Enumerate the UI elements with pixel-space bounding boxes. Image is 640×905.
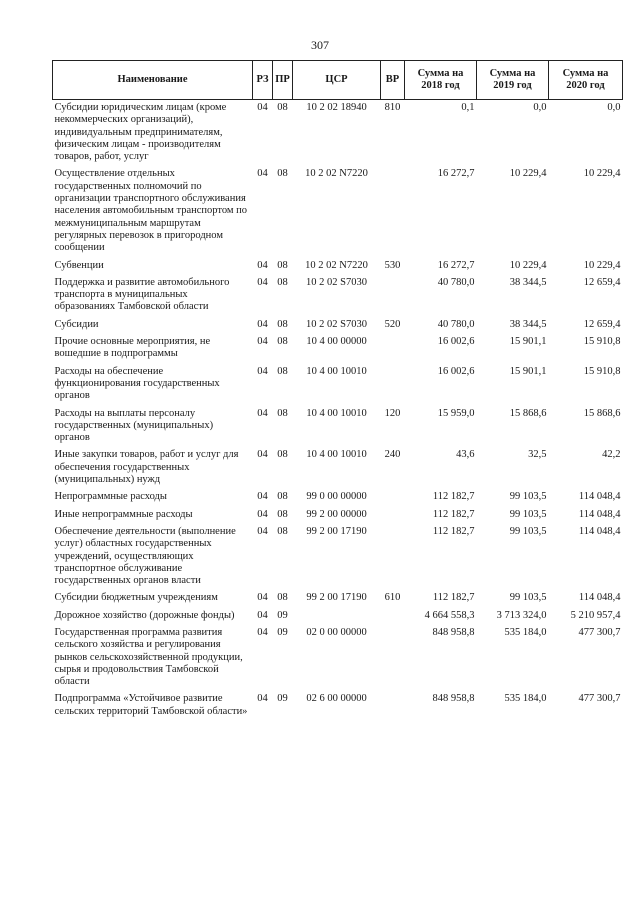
- row-pr: 08: [277, 449, 288, 461]
- row-rz: 04: [257, 525, 268, 537]
- row-name: Осуществление отдельных государственных полномочий по организации транспортного обслуживания населения автомобильным транспортом по межмуниципальным маршрутам регулярных перевозок в пригородном сообщении: [54, 168, 248, 254]
- row-sum-2018: 40 780,0: [437, 318, 475, 330]
- table-row: [53, 406, 623, 448]
- row-name: Государственная программа развития сельского хозяйства и регулирования рынков сельскохозяйственной продукции, сырья и продовольствия Тамбовской области: [54, 626, 243, 688]
- table-row: [53, 608, 623, 625]
- table-row: [53, 100, 623, 167]
- row-pr: 08: [277, 102, 288, 113]
- row-csr: 10 4 00 10010: [306, 365, 367, 377]
- row-sum-2019: 15 901,1: [509, 336, 547, 348]
- row-vr: [381, 166, 405, 257]
- row-sum-2018: 15 959,0: [437, 407, 475, 419]
- row-sum-2018: 112 182,7: [432, 491, 475, 503]
- table-row: [53, 364, 623, 406]
- table-row: [53, 625, 623, 691]
- row-vr: [381, 625, 405, 691]
- row-name: Непрограммные расходы: [54, 491, 167, 503]
- row-vr: [381, 275, 405, 317]
- row-sum-2020: 10 229,4: [583, 168, 621, 180]
- row-sum-2019: 38 344,5: [509, 276, 547, 288]
- row-rz: 04: [257, 168, 268, 180]
- row-sum-2019: 0,0: [533, 102, 547, 113]
- table-row: [53, 507, 623, 524]
- row-sum-2018: 848 958,8: [432, 693, 475, 705]
- row-sum-2020: 15 868,6: [583, 407, 621, 419]
- row-sum-2018: 0,1: [461, 102, 475, 113]
- row-csr: 99 2 00 17190: [306, 525, 367, 537]
- row-rz: 04: [257, 259, 268, 271]
- row-sum-2020: 15 910,8: [583, 336, 621, 348]
- row-rz: 04: [257, 626, 268, 638]
- row-rz: 04: [257, 102, 268, 113]
- row-vr: [381, 691, 405, 721]
- row-pr: 08: [277, 276, 288, 288]
- header-pr: ПР: [273, 61, 293, 100]
- row-pr: 08: [277, 592, 288, 604]
- row-name: Поддержка и развитие автомобильного транспорта в муниципальных образованиях Тамбовской области: [54, 276, 230, 313]
- row-csr: 99 0 00 00000: [306, 491, 367, 503]
- table-row: [53, 447, 623, 489]
- row-name: Субсидии юридическим лицам (кроме некоммерческих организаций), индивидуальным предпринимателям, физическим лицам - производителям товаров, работ, услуг: [54, 102, 227, 163]
- row-sum-2019: 38 344,5: [509, 318, 547, 330]
- row-sum-2019: 99 103,5: [509, 508, 547, 520]
- row-sum-2019: 15 901,1: [509, 365, 547, 377]
- header-name: Наименование: [53, 61, 253, 100]
- row-sum-2019: 15 868,6: [509, 407, 547, 419]
- table-row: [53, 590, 623, 607]
- row-rz: 04: [257, 276, 268, 288]
- row-csr: 10 2 02 18940: [306, 102, 367, 113]
- table-row: [53, 166, 623, 257]
- row-pr: 09: [277, 693, 288, 705]
- row-csr: 10 2 02 S7030: [306, 318, 367, 330]
- row-name: Прочие основные мероприятия, не вошедшие в подпрограммы: [54, 336, 211, 360]
- row-name: Расходы на выплаты персоналу государственных (муниципальных) органов: [54, 407, 214, 444]
- row-csr: 10 2 02 S7030: [306, 276, 367, 288]
- row-sum-2018: 16 002,6: [437, 365, 475, 377]
- row-sum-2019: 32,5: [528, 449, 547, 461]
- row-sum-2020: 10 229,4: [583, 259, 621, 271]
- row-vr: 530: [384, 259, 401, 271]
- table-row: [53, 317, 623, 334]
- row-sum-2019: 535 184,0: [504, 626, 547, 638]
- header-csr: ЦСР: [293, 61, 381, 100]
- row-sum-2020: 477 300,7: [578, 693, 621, 705]
- row-pr: 08: [277, 365, 288, 377]
- row-sum-2019: 10 229,4: [509, 168, 547, 180]
- row-rz: 04: [257, 407, 268, 419]
- row-name: Иные закупки товаров, работ и услуг для обеспечения государственных (муниципальных) нужд: [54, 449, 239, 486]
- row-csr: 02 0 00 00000: [306, 626, 367, 638]
- row-sum-2020: 5 210 957,4: [570, 609, 621, 621]
- row-rz: 04: [257, 609, 268, 621]
- row-sum-2018: 16 002,6: [437, 336, 475, 348]
- row-vr: [381, 608, 405, 625]
- row-sum-2018: 112 182,7: [432, 525, 475, 537]
- row-pr: 08: [277, 318, 288, 330]
- table-header-row: [53, 61, 623, 100]
- row-sum-2019: 99 103,5: [509, 491, 547, 503]
- row-csr: [293, 608, 381, 625]
- row-sum-2020: 42,2: [602, 449, 621, 461]
- row-sum-2018: 43,6: [456, 449, 475, 461]
- row-rz: 04: [257, 449, 268, 461]
- row-sum-2020: 114 048,4: [578, 592, 621, 604]
- row-sum-2020: 114 048,4: [578, 491, 621, 503]
- row-pr: 08: [277, 508, 288, 520]
- row-name: Обеспечение деятельности (выполнение услуг) областных государственных учреждений, осуществляющих транспортное обслуживание государственных органов власти: [54, 525, 236, 587]
- page-number: 307: [311, 38, 329, 52]
- row-csr: 10 2 02 N7220: [305, 259, 368, 271]
- row-vr: 810: [384, 102, 401, 113]
- table-row: [53, 524, 623, 590]
- row-csr: 10 2 02 N7220: [305, 168, 368, 180]
- row-rz: 04: [257, 365, 268, 377]
- row-sum-2019: 535 184,0: [504, 693, 547, 705]
- row-csr: 02 6 00 00000: [306, 693, 367, 705]
- row-rz: 04: [257, 491, 268, 503]
- row-name: Иные непрограммные расходы: [54, 508, 193, 520]
- row-name: Субсидии бюджетным учреждениям: [54, 592, 218, 604]
- row-csr: 99 2 00 00000: [306, 508, 367, 520]
- row-vr: 610: [384, 592, 401, 604]
- row-sum-2018: 4 664 558,3: [424, 609, 475, 621]
- row-sum-2020: 15 910,8: [583, 365, 621, 377]
- row-sum-2019: 3 713 324,0: [496, 609, 547, 621]
- row-vr: 240: [384, 449, 401, 461]
- row-sum-2019: 99 103,5: [509, 592, 547, 604]
- table-row: [53, 691, 623, 721]
- row-rz: 04: [257, 592, 268, 604]
- row-name: Субвенции: [54, 259, 104, 271]
- row-csr: 10 4 00 10010: [306, 449, 367, 461]
- row-sum-2020: 12 659,4: [583, 318, 621, 330]
- row-vr: [381, 364, 405, 406]
- header-sum-2020: Сумма на 2020 год: [549, 61, 623, 100]
- header-sum-2018: Сумма на 2018 год: [405, 61, 477, 100]
- row-sum-2018: 848 958,8: [432, 626, 475, 638]
- row-sum-2018: 16 272,7: [437, 259, 475, 271]
- row-pr: 08: [277, 525, 288, 537]
- row-sum-2018: 16 272,7: [437, 168, 475, 180]
- table-row: [53, 489, 623, 506]
- row-sum-2020: 114 048,4: [578, 508, 621, 520]
- row-sum-2019: 99 103,5: [509, 525, 547, 537]
- row-name: Подпрограмма «Устойчивое развитие сельских территорий Тамбовской области»: [54, 693, 248, 717]
- row-name: Субсидии: [54, 318, 99, 330]
- row-rz: 04: [257, 336, 268, 348]
- row-sum-2020: 12 659,4: [583, 276, 621, 288]
- row-csr: 10 4 00 10010: [306, 407, 367, 419]
- row-sum-2018: 112 182,7: [432, 508, 475, 520]
- row-sum-2020: 114 048,4: [578, 525, 621, 537]
- row-vr: [381, 507, 405, 524]
- row-vr: [381, 489, 405, 506]
- row-pr: 08: [277, 259, 288, 271]
- budget-table: [52, 60, 623, 721]
- table-row: [53, 275, 623, 317]
- row-rz: 04: [257, 508, 268, 520]
- header-rz: РЗ: [253, 61, 273, 100]
- row-pr: 09: [277, 626, 288, 638]
- table-row: [53, 258, 623, 275]
- row-pr: 09: [277, 609, 288, 621]
- row-vr: 120: [384, 407, 401, 419]
- row-csr: 99 2 00 17190: [306, 592, 367, 604]
- row-pr: 08: [277, 168, 288, 180]
- row-pr: 08: [277, 491, 288, 503]
- row-vr: 520: [384, 318, 401, 330]
- row-vr: [381, 334, 405, 364]
- header-vr: ВР: [381, 61, 405, 100]
- row-name: Расходы на обеспечение функционирования государственных органов: [54, 365, 220, 402]
- row-pr: 08: [277, 407, 288, 419]
- table-row: [53, 334, 623, 364]
- row-csr: 10 4 00 00000: [306, 336, 367, 348]
- header-sum-2019: Сумма на 2019 год: [477, 61, 549, 100]
- row-sum-2020: 477 300,7: [578, 626, 621, 638]
- row-name: Дорожное хозяйство (дорожные фонды): [54, 609, 235, 621]
- row-sum-2018: 112 182,7: [432, 592, 475, 604]
- row-vr: [381, 524, 405, 590]
- row-sum-2018: 40 780,0: [437, 276, 475, 288]
- row-sum-2020: 0,0: [607, 102, 621, 113]
- row-rz: 04: [257, 318, 268, 330]
- row-rz: 04: [257, 693, 268, 705]
- row-pr: 08: [277, 336, 288, 348]
- row-sum-2019: 10 229,4: [509, 259, 547, 271]
